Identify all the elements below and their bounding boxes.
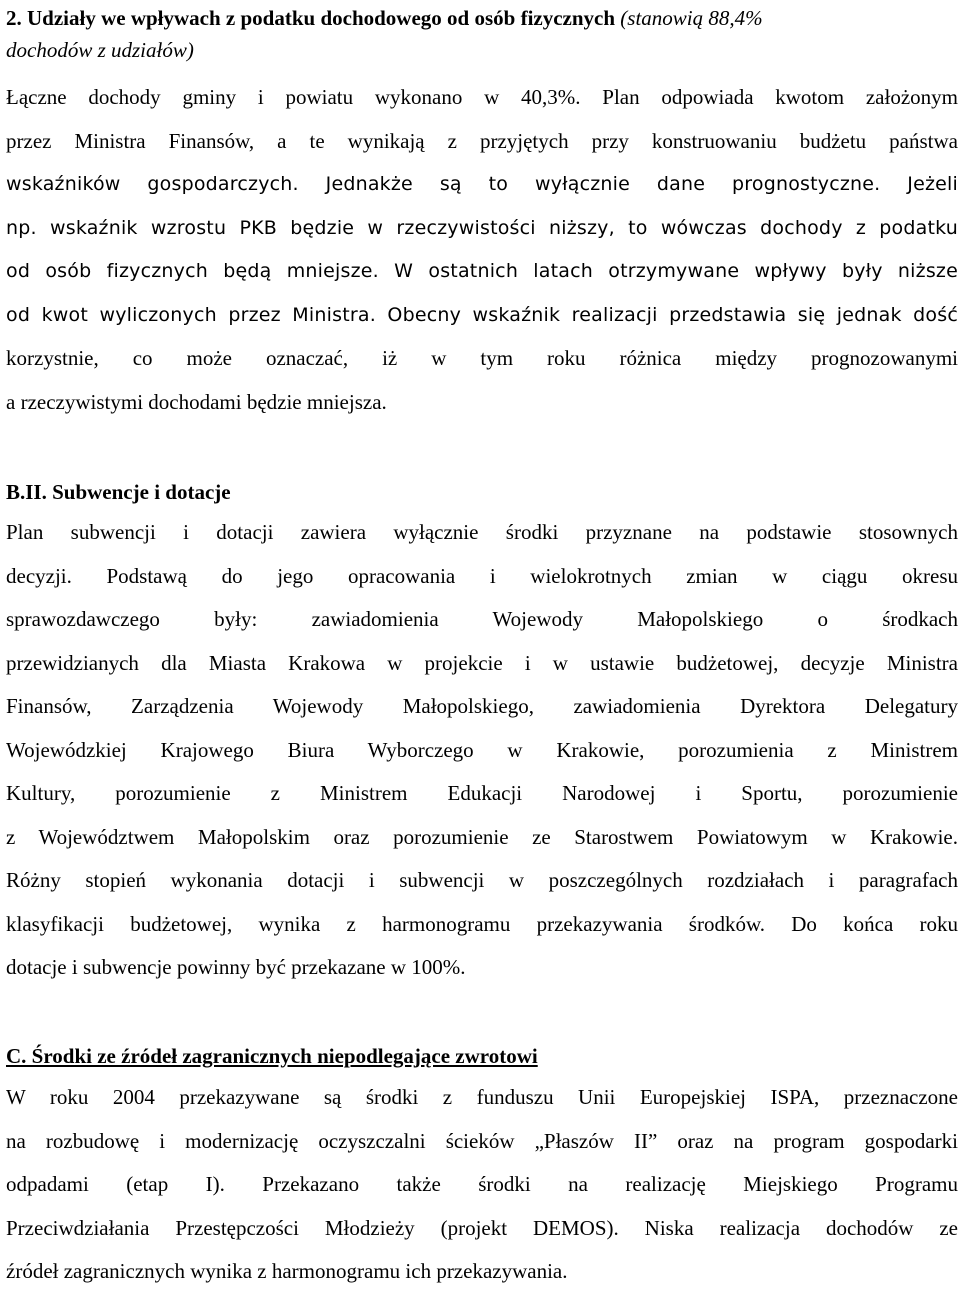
paragraph-line: dotacje i subwencje powinny być przekazane w 100%. [6, 955, 466, 979]
paragraph-line: na rozbudowę i modernizację oczyszczalni ścieków „Płaszów II” oraz na program gospodarki [6, 1128, 958, 1153]
paragraph-line: sprawozdawczego były: zawiadomienia Wojewody Małopolskiego o środkach [6, 607, 958, 631]
paragraph-line: Wojewódzkiej Krajowego Biura Wyborczego w Krakowie, porozumienia z Ministrem [6, 737, 958, 762]
paragraph-line: Kultury, porozumienie z Ministrem Edukacji Narodowej i Sportu, porozumienie [6, 781, 958, 805]
section-2-heading-italic-1: (stanowią 88,4% [620, 6, 763, 30]
paragraph-line: od osób fizycznych będą mniejsze. W ostatnich latach otrzymywane wpływy były niższe [6, 260, 958, 282]
paragraph-line: a rzeczywistymi dochodami będzie mniejsza. [6, 389, 387, 414]
paragraph-line: np. wskaźnik wzrostu PKB będzie w rzeczywistości niższy, to wówczas dochody z podatku [6, 216, 958, 239]
section-2-heading-italic-2: dochodów z udziałów) [6, 38, 194, 62]
paragraph-line: Łączne dochody gminy i powiatu wykonano w 40,3%. Plan odpowiada kwotom założonym [6, 85, 958, 109]
section-c-heading-text: C. Środki ze źródeł zagranicznych niepodlegające zwrotowi [6, 1044, 538, 1068]
paragraph-line: Finansów, Zarządzenia Wojewody Małopolskiego, zawiadomienia Dyrektora Delegatury [6, 694, 958, 718]
paragraph-line: klasyfikacji budżetowej, wynika z harmonogramu przekazywania środków. Do końca roku [6, 911, 958, 936]
paragraph-line: wskaźników gospodarczych. Jednakże są to wyłącznie dane prognostyczne. Jeżeli [6, 173, 958, 195]
section-b-ii-paragraph [6, 511, 958, 990]
paragraph-line: od kwot wyliczonych przez Ministra. Obecny wskaźnik realizacji przedstawia się jednak dość [6, 303, 958, 326]
section-2-heading-bold: 2. Udziały we wpływach z podatku dochodowego od osób fizycznych [6, 6, 616, 30]
paragraph-line: odpadami (etap I). Przekazano także środki na realizację Miejskiego Programu [6, 1172, 958, 1196]
section-c-heading [6, 1040, 956, 1072]
paragraph-line: korzystnie, co może oznaczać, iż w tym roku różnica między prognozowanymi [6, 346, 958, 370]
paragraph-line: z Województwem Małopolskim oraz porozumienie ze Starostwem Powiatowym w Krakowie. [6, 824, 958, 849]
paragraph-line: Przeciwdziałania Przestępczości Młodzieży (projekt DEMOS). Niska realizacja dochodów ze [6, 1215, 958, 1240]
paragraph-line: decyzji. Podstawą do jego opracowania i wielokrotnych zmian w ciągu okresu [6, 563, 958, 588]
paragraph-line: Plan subwencji i dotacji zawiera wyłącznie środki przyznane na podstawie stosownych [6, 520, 958, 544]
section-b-ii-heading: B.II. Subwencje i dotacje [6, 480, 231, 504]
paragraph-line: przez Ministra Finansów, a te wynikają z przyjętych przy konstruowaniu budżetu państwa [6, 128, 958, 153]
paragraph-line: przewidzianych dla Miasta Krakowa w projekcie i w ustawie budżetowej, decyzje Ministra [6, 650, 958, 675]
section-2-heading [6, 2, 956, 66]
paragraph-line: W roku 2004 przekazywane są środki z funduszu Unii Europejskiej ISPA, przeznaczone [6, 1085, 958, 1109]
paragraph-line: Różny stopień wykonania dotacji i subwencji w poszczególnych rozdziałach i paragrafach [6, 868, 958, 892]
paragraph-line: źródeł zagranicznych wynika z harmonogramu ich przekazywania. [6, 1259, 568, 1283]
section-2-paragraph [6, 76, 958, 424]
section-c-paragraph [6, 1076, 958, 1294]
